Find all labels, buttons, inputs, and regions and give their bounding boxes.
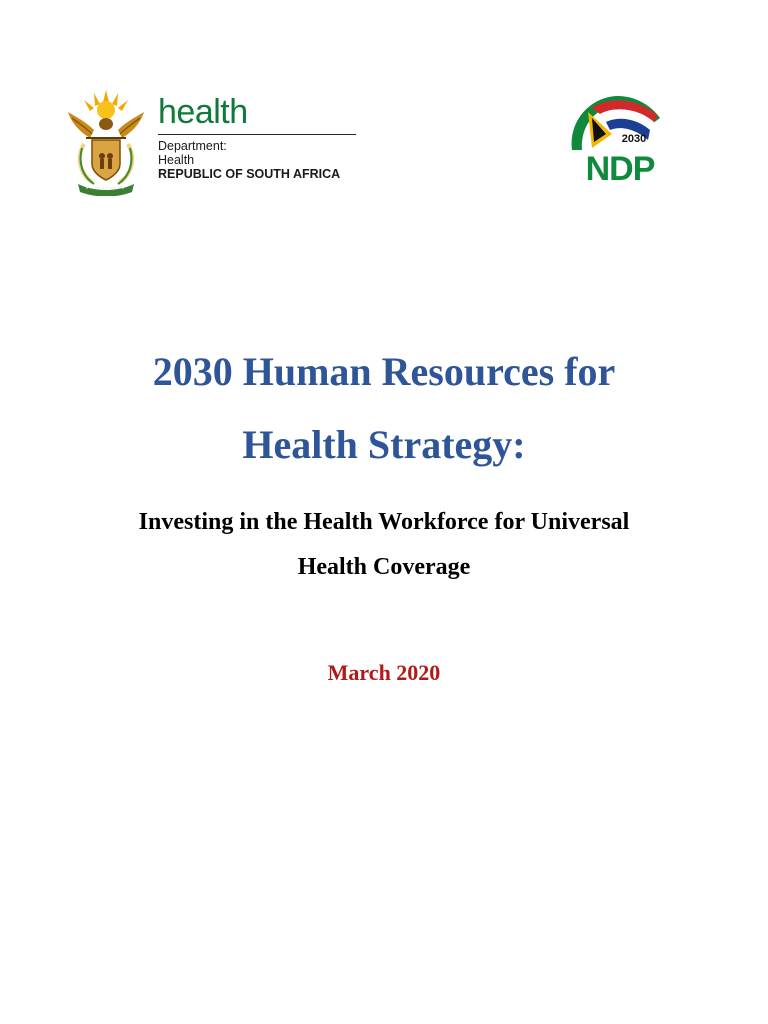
document-title-line-2: Health Strategy: [242,422,526,467]
department-text-block [158,94,358,181]
publication-date: March 2020 [327,660,441,685]
ndp-2030-logo [562,90,670,186]
document-subtitle-line-2: Health Coverage [297,554,471,580]
department-of-health-logo [64,88,364,198]
ndp-acronym-label: NDP [585,150,655,186]
document-subtitle-line-1: Investing in the Health Workforce for Universal [138,509,630,535]
department-label: Department: [158,139,227,153]
country-name: REPUBLIC OF SOUTH AFRICA [158,167,341,181]
health-wordmark: health [158,93,248,131]
ndp-year-label: 2030 [621,133,647,145]
coat-of-arms-icon [64,88,148,196]
department-name: Health [158,153,195,167]
document-title-line-1: 2030 Human Resources for [152,349,616,394]
logo-divider-line [158,134,356,135]
